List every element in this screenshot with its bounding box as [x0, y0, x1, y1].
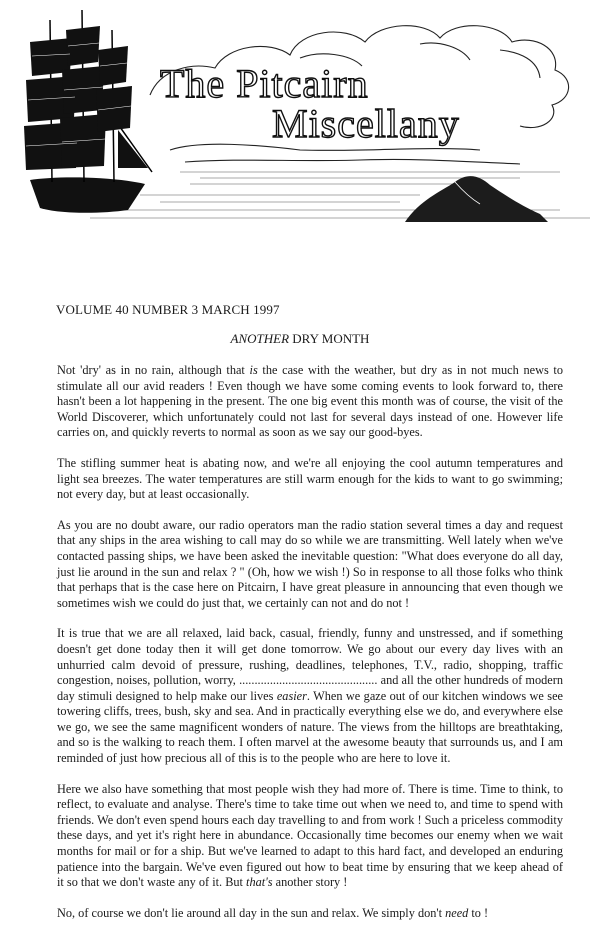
paragraph-text: No, of course we don't lie around all day in the sun and relax. We simply don't: [57, 905, 446, 920]
paragraph-emphasis: easier: [276, 688, 307, 703]
article-paragraph: [57, 782, 563, 891]
article-paragraph: [57, 626, 563, 766]
newsletter-title-line-2: Miscellany: [272, 101, 460, 146]
article-paragraph: [57, 363, 563, 441]
paragraph-emphasis: that's: [246, 875, 273, 890]
headline-italic-word: ANOTHER: [230, 331, 290, 346]
headline-rest: DRY MONTH: [289, 331, 370, 346]
article-headline: [0, 331, 600, 347]
article-body: [57, 363, 563, 921]
paragraph-text: the case with the weather, but dry as in not much news to stimulate all our avid readers ! Even though we have some coming events to look forward to, there hasn't been a lot happening in the present. The one big event this month was of course, the visit of the World Discoverer, which unfortunately could not last for several days instead of one. However life carries on, and quickly reverts to normal as soon as we say our good-byes.: [57, 363, 563, 440]
paragraph-text: another story !: [272, 875, 348, 890]
article-paragraph: The stifling summer heat is abating now, and we're all enjoying the cool autumn temperatures and light sea breezes. The water temperatures are still warm enough for the kids to want to go swimming; not every day, but at least occasionally.: [57, 455, 563, 502]
paragraph-text: Not 'dry' as in no rain, although that: [57, 363, 250, 377]
paragraph-text: . When we gaze out of our kitchen windows we see towering cliffs, trees, bush, sky and sea. And in practically everything else we do, and everywhere else we go, we see the same magnificent wonders of nature. The views from the hilltops are breathtaking, and so is the walking to reach them. I often marvel at the awesome beauty that surrounds us, and I am reminded of just how precious all of this is to the people who are here to love it.: [57, 688, 563, 766]
newsletter-title-line-1: The Pitcairn: [160, 61, 369, 106]
article-paragraph: [57, 906, 563, 922]
paragraph-text: to !: [468, 905, 489, 920]
paragraph-emphasis: is: [249, 363, 258, 377]
paragraph-text: It is true that we are all relaxed, laid back, casual, friendly, funny and unstressed, and if something doesn't get done today then it will get done tomorrow. We go about our every day lives with an unhurried calm devoid of pressure, rushing, deadlines, telephones, T.V., radio, shopping, traffic congestion, noises, pollution, worry, ............................................. and all the other hundreds of modern day stimuli designed to help make our lives: [57, 626, 563, 703]
issue-volume-line: VOLUME 40 NUMBER 3 MARCH 1997: [56, 302, 280, 317]
article-paragraph: As you are no doubt aware, our radio operators man the radio station several times a day and request that any ships in the area wishing to call may do so while we are transmitting. Well lately when we've contacted passing ships, we have been asked the inevitable question: "What does everyone do all day, just lie around in the sun and relax ? " (Oh, how we wish !) So in response to all those folks who think that perhaps that is the case here on Pitcairn, I have great pleasure in announcing that even though we sometimes wish we could do just that, we certainly can not and do not !: [57, 517, 563, 610]
paragraph-emphasis: need: [445, 905, 469, 920]
paragraph-text: Here we also have something that most people wish they had more of. There is time. Time to think, to reflect, to evaluate and analyse. There's time to take time out when we need to, and time to spend with friends. We don't even spend hours each day travelling to and from work ! Such a priceless commodity these days, and yet it's right here in abundance. Occasionally time becomes our enemy when we wait months for mail or for a ship. But we've learned to adapt to this hard fact, and developed an enduring patience into the bargain. We've even figured out how to beat time by ensuring that we keep ahead of it so that we don't waste any of it. But: [57, 781, 563, 890]
